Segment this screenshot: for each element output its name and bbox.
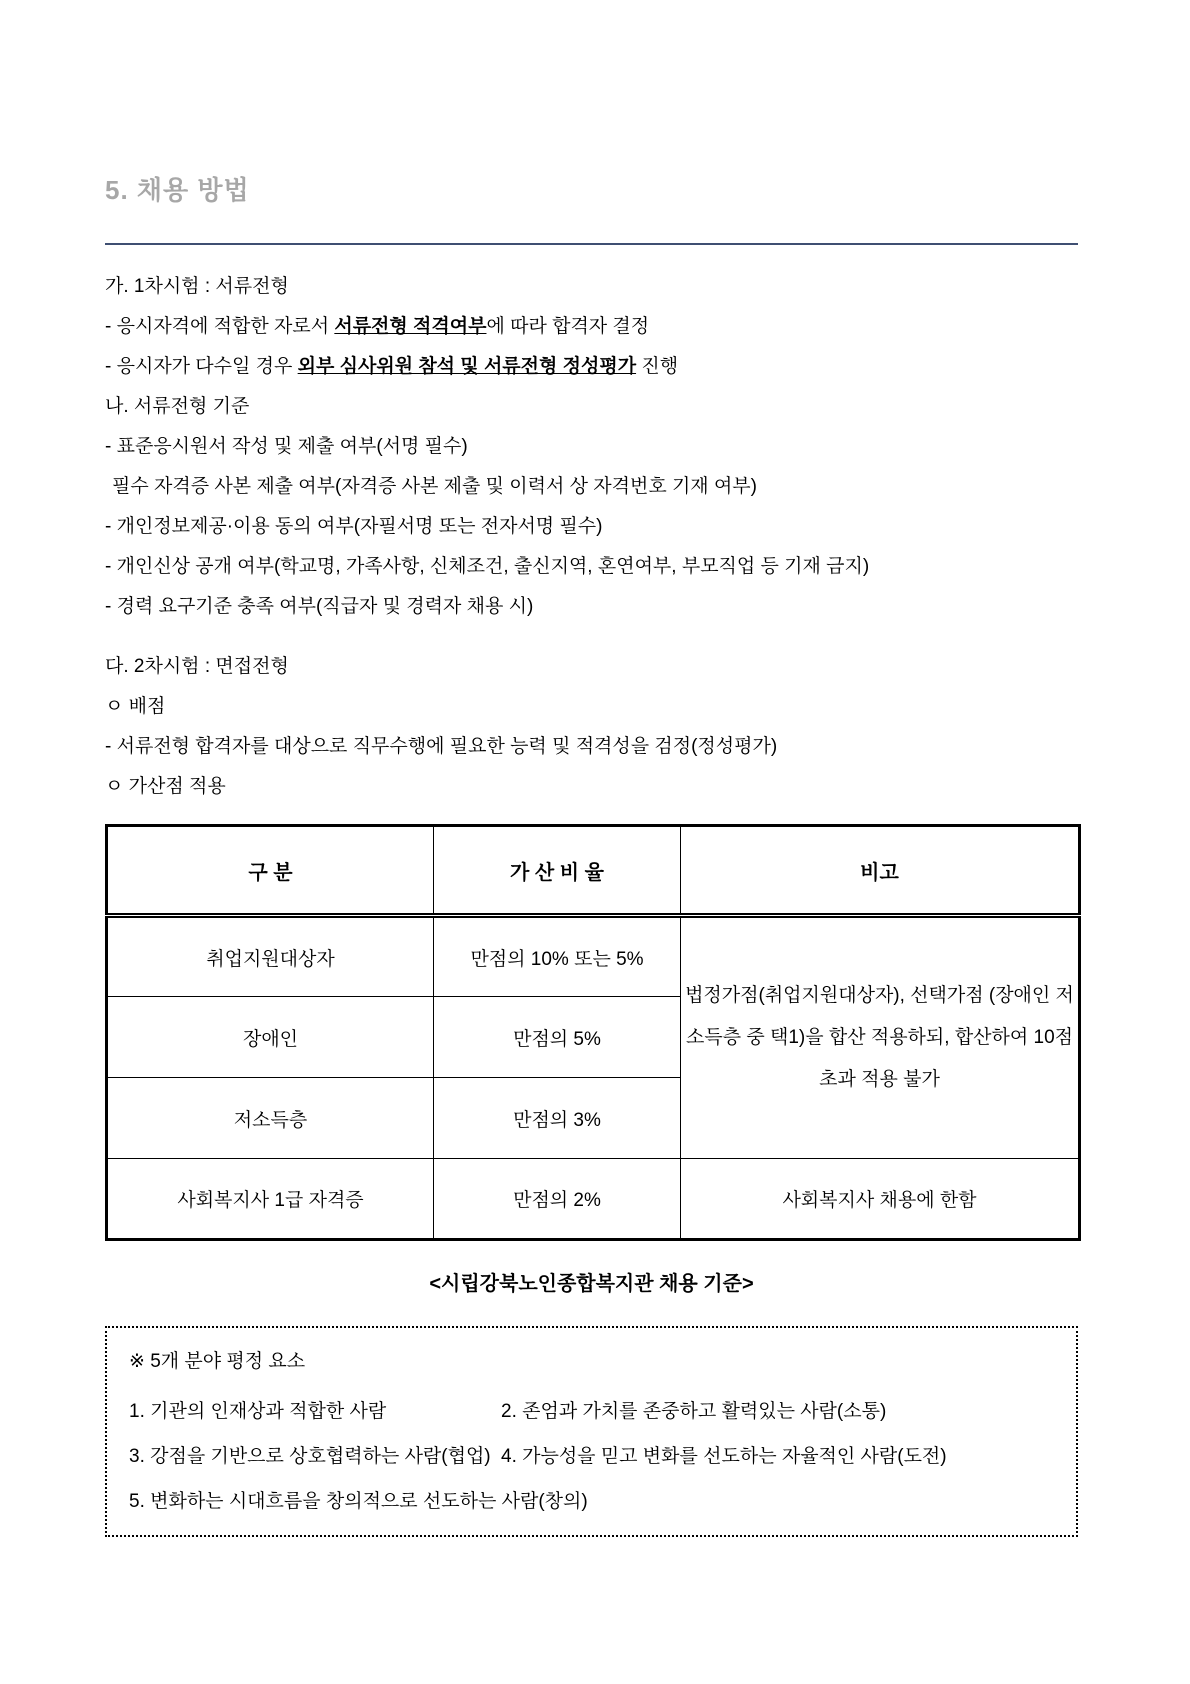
cell-category: 취업지원대상자 [107, 916, 434, 997]
section-heading: 5. 채용 방법 [105, 175, 250, 205]
column-header-category: 구 분 [107, 826, 434, 916]
interview-section [105, 647, 1078, 807]
emphasized-text: 외부 심사위원 참석 및 서류전형 정성평가 [297, 356, 637, 377]
cell-category: 사회복지사 1급 자격증 [107, 1159, 434, 1240]
criteria-item: 3. 강점을 기반으로 상호협력하는 사람(협업) [129, 1446, 491, 1467]
criteria-item: 4. 가능성을 믿고 변화를 선도하는 자율적인 사람(도전) [501, 1446, 947, 1467]
cell-ratio: 만점의 3% [434, 1078, 681, 1159]
criteria-item: 2. 존엄과 가치를 존중하고 활력있는 사람(소통) [501, 1401, 887, 1422]
cell-category: 저소득층 [107, 1078, 434, 1159]
criteria-box-title: ※ 5개 분야 평정 요소 [129, 1351, 306, 1372]
evaluation-criteria-box [105, 1326, 1078, 1537]
line-prefix: - 응시자가 다수일 경우 [105, 356, 298, 377]
body-line: - 개인정보제공·이용 동의 여부(자필서명 또는 전자서명 필수) [105, 516, 603, 537]
body-line [105, 347, 1078, 387]
criteria-grid [129, 1399, 1054, 1470]
cell-category: 장애인 [107, 997, 434, 1078]
criteria-item: 1. 기관의 인재상과 적합한 사람 [129, 1401, 387, 1422]
line-suffix: 진행 [636, 356, 679, 377]
body-line: - 경력 요구기준 충족 여부(직급자 및 경력자 채용 시) [105, 596, 534, 617]
body-line: - 서류전형 합격자를 대상으로 직무수행에 필요한 능력 및 적격성을 검정(정성평가) [105, 736, 778, 757]
screening-section [105, 267, 1078, 627]
cell-ratio: 만점의 5% [434, 997, 681, 1078]
line-prefix: - 응시자격에 적합한 자로서 [105, 316, 335, 337]
heading-divider-line [105, 243, 1078, 245]
bonus-points-table [105, 824, 1081, 1241]
cell-note: 사회복지사 채용에 한함 [681, 1159, 1080, 1240]
table-row [107, 1159, 1080, 1240]
body-line: - 개인신상 공개 여부(학교명, 가족사항, 신체조건, 출신지역, 혼연여부, 부모직업 등 기재 금지) [105, 556, 870, 577]
body-line: - 표준응시원서 작성 및 제출 여부(서명 필수) [105, 436, 468, 457]
body-line: ㅇ 가산점 적용 [105, 776, 226, 797]
body-line: 필수 자격증 사본 제출 여부(자격증 사본 제출 및 이력서 상 자격번호 기재 여부) [112, 476, 757, 497]
cell-merged-note: 법정가점(취업지원대상자), 선택가점 (장애인 저소득층 중 택1)을 합산 적용하되, 합산하여 10점 초과 적용 불가 [681, 916, 1080, 1159]
document-page [105, 0, 1078, 1537]
table-header-row [107, 826, 1080, 916]
body-line: 다. 2차시험 : 면접전형 [105, 656, 289, 677]
table-caption: <시립강북노인종합복지관 채용 기준> [429, 1273, 754, 1295]
body-line: 가. 1차시험 : 서류전형 [105, 276, 289, 297]
body-line [105, 307, 1078, 347]
column-header-note: 비고 [681, 826, 1080, 916]
criteria-item: 5. 변화하는 시대흐름을 창의적으로 선도하는 사람(창의) [129, 1491, 588, 1512]
cell-ratio: 만점의 2% [434, 1159, 681, 1240]
line-suffix: 에 따라 합격자 결정 [486, 316, 650, 337]
emphasized-text: 서류전형 적격여부 [334, 316, 487, 337]
cell-ratio: 만점의 10% 또는 5% [434, 916, 681, 997]
table-row [107, 916, 1080, 997]
body-line: 나. 서류전형 기준 [105, 396, 250, 417]
column-header-ratio: 가 산 비 율 [434, 826, 681, 916]
body-line: ㅇ 배점 [105, 696, 166, 717]
